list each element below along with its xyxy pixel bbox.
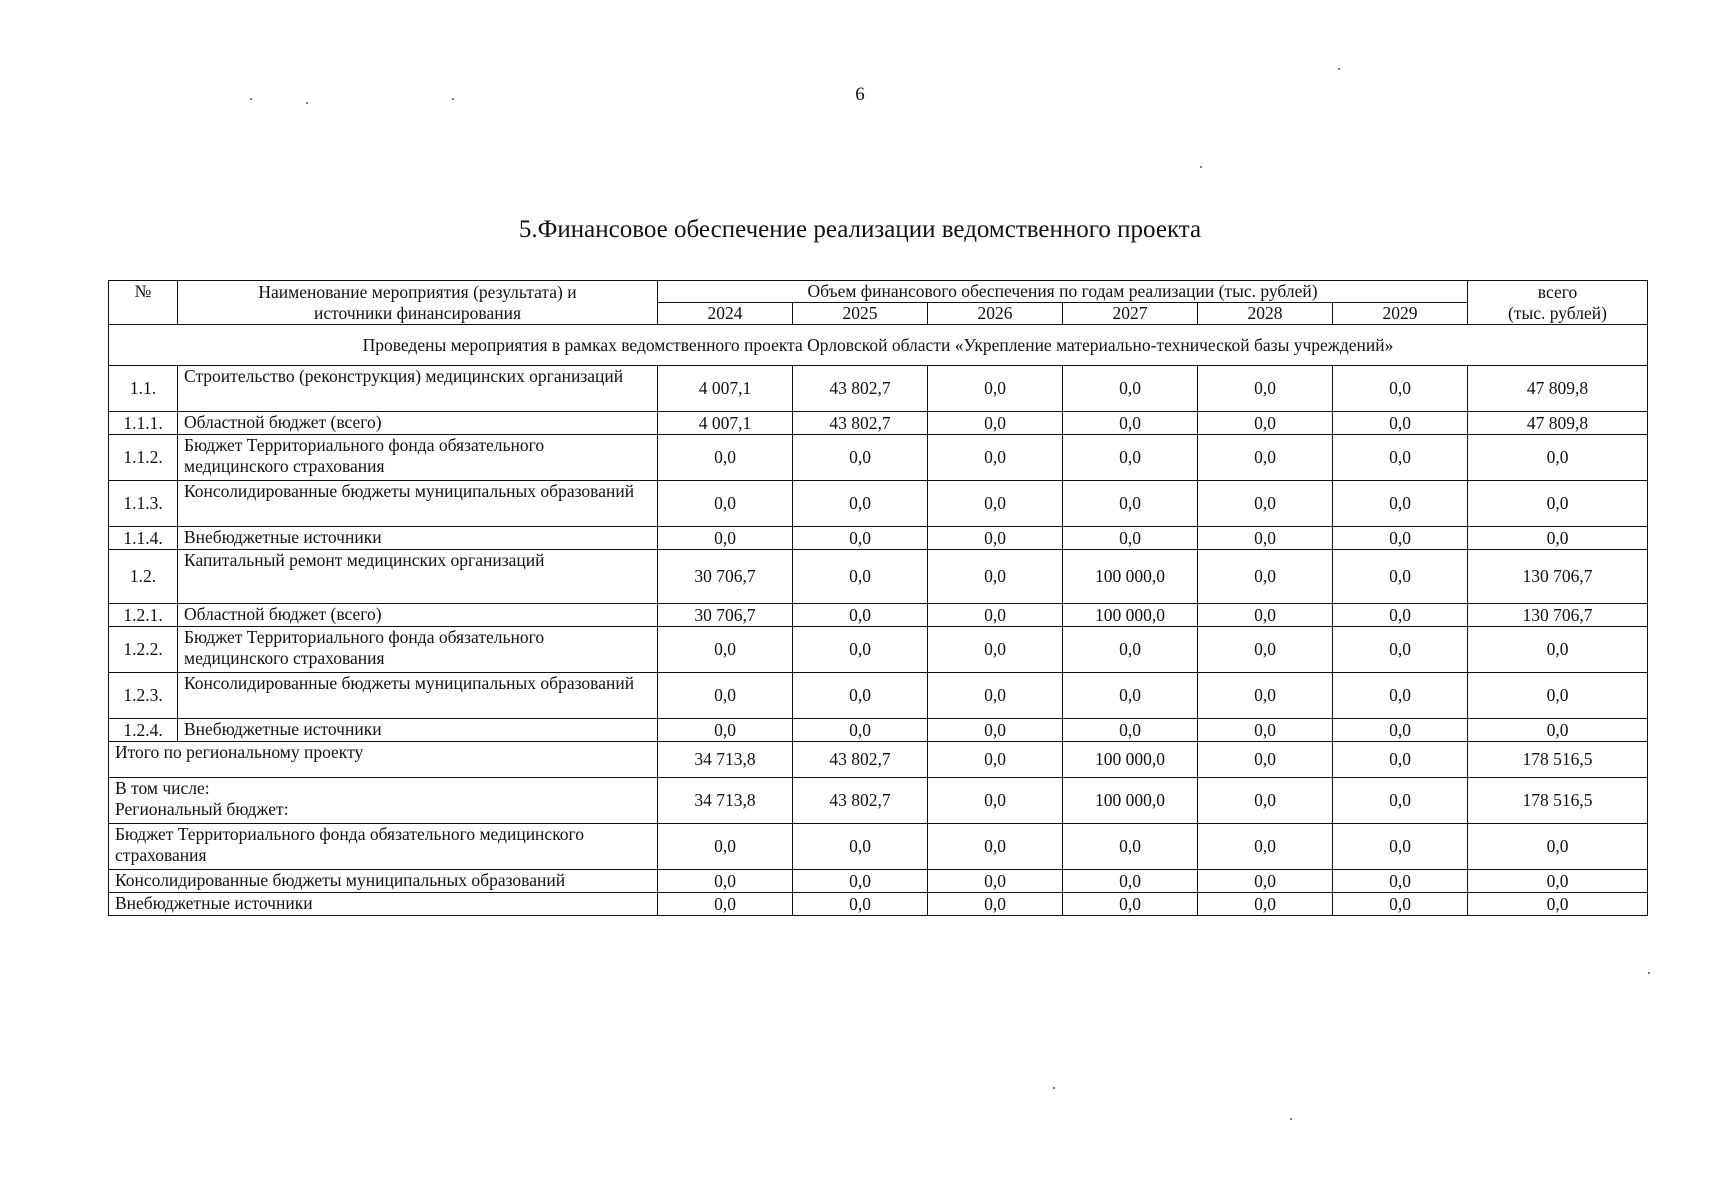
row-year-value: 0,0 [793, 627, 928, 673]
header-num: № [109, 281, 178, 325]
total-year-value: 0,0 [1333, 824, 1468, 870]
total-year-value: 0,0 [928, 893, 1063, 916]
total-year-value: 34 713,8 [658, 742, 793, 778]
total-name [109, 778, 658, 824]
row-year-value: 0,0 [1198, 366, 1333, 412]
row-year-value: 0,0 [1063, 627, 1198, 673]
total-sum-value: 178 516,5 [1468, 742, 1648, 778]
total-row [109, 893, 1648, 916]
row-year-value: 0,0 [1198, 604, 1333, 627]
row-year-value: 0,0 [1198, 673, 1333, 719]
row-year-value: 0,0 [658, 627, 793, 673]
total-year-value: 0,0 [793, 824, 928, 870]
row-year-value: 0,0 [1198, 412, 1333, 435]
row-year-value: 0,0 [928, 435, 1063, 481]
total-year-value: 0,0 [928, 824, 1063, 870]
row-year-value: 0,0 [1198, 527, 1333, 550]
row-number: 1.2.2. [109, 627, 178, 673]
row-year-value: 0,0 [793, 604, 928, 627]
table-row [109, 412, 1648, 435]
row-year-value: 4 007,1 [658, 412, 793, 435]
row-year-value: 100 000,0 [1063, 604, 1198, 627]
scan-speck [1648, 972, 1650, 974]
total-sum-value: 0,0 [1468, 893, 1648, 916]
row-year-value: 0,0 [1333, 604, 1468, 627]
scan-speck [1290, 1118, 1292, 1120]
row-year-value: 0,0 [1063, 481, 1198, 527]
row-year-value: 0,0 [1333, 481, 1468, 527]
row-year-value: 0,0 [928, 550, 1063, 604]
row-number: 1.2.3. [109, 673, 178, 719]
row-year-value: 0,0 [1333, 527, 1468, 550]
row-year-value: 0,0 [928, 366, 1063, 412]
row-number: 1.1.2. [109, 435, 178, 481]
table-row [109, 719, 1648, 742]
row-number: 1.1.4. [109, 527, 178, 550]
row-year-value: 0,0 [1333, 412, 1468, 435]
total-year-value: 0,0 [1333, 870, 1468, 893]
row-total-value: 0,0 [1468, 627, 1648, 673]
table-row [109, 481, 1648, 527]
row-year-value: 0,0 [1198, 627, 1333, 673]
row-name: Областной бюджет (всего) [178, 604, 658, 627]
row-year-value: 43 802,7 [793, 366, 928, 412]
total-year-value: 0,0 [928, 742, 1063, 778]
header-year: 2024 [658, 303, 793, 325]
row-name: Бюджет Территориального фонда обязательного медицинского страхования [178, 435, 658, 481]
row-year-value: 0,0 [658, 481, 793, 527]
total-year-value: 34 713,8 [658, 778, 793, 824]
row-year-value: 0,0 [793, 435, 928, 481]
row-year-value: 4 007,1 [658, 366, 793, 412]
header-year: 2028 [1198, 303, 1333, 325]
row-year-value: 0,0 [1198, 719, 1333, 742]
row-year-value: 0,0 [928, 527, 1063, 550]
scan-speck [1338, 68, 1340, 70]
row-year-value: 0,0 [1063, 719, 1198, 742]
row-year-value: 100 000,0 [1063, 550, 1198, 604]
header-volume: Объем финансового обеспечения по годам реализации (тыс. рублей) [658, 281, 1468, 303]
row-number: 1.2.4. [109, 719, 178, 742]
row-number: 1.2. [109, 550, 178, 604]
row-year-value: 0,0 [1063, 673, 1198, 719]
total-year-value: 0,0 [658, 824, 793, 870]
row-year-value: 0,0 [793, 527, 928, 550]
row-year-value: 0,0 [793, 719, 928, 742]
header-name [178, 281, 658, 325]
total-year-value: 0,0 [1198, 824, 1333, 870]
scan-speck [306, 102, 308, 104]
row-year-value: 0,0 [1063, 412, 1198, 435]
row-total-value: 0,0 [1468, 435, 1648, 481]
row-name: Областной бюджет (всего) [178, 412, 658, 435]
total-year-value: 100 000,0 [1063, 778, 1198, 824]
row-year-value: 0,0 [928, 412, 1063, 435]
header-year: 2029 [1333, 303, 1468, 325]
row-year-value: 0,0 [928, 719, 1063, 742]
total-row [109, 870, 1648, 893]
row-year-value: 0,0 [1333, 627, 1468, 673]
scan-speck [452, 98, 454, 100]
total-year-value: 0,0 [1333, 742, 1468, 778]
table-row [109, 366, 1648, 412]
total-name: Внебюджетные источники [109, 893, 658, 916]
header-total-line1: всего [1537, 281, 1578, 302]
row-year-value: 0,0 [1333, 673, 1468, 719]
total-name: Консолидированные бюджеты муниципальных образований [109, 870, 658, 893]
row-year-value: 0,0 [928, 627, 1063, 673]
row-year-value: 30 706,7 [658, 550, 793, 604]
row-number: 1.1.1. [109, 412, 178, 435]
header-name-line1: Наименование мероприятия (результата) и [258, 281, 577, 302]
row-year-value: 0,0 [658, 719, 793, 742]
row-number: 1.1. [109, 366, 178, 412]
row-name: Внебюджетные источники [178, 719, 658, 742]
scan-speck [250, 98, 252, 100]
row-number: 1.1.3. [109, 481, 178, 527]
table-row [109, 627, 1648, 673]
row-number: 1.2.1. [109, 604, 178, 627]
total-name: Бюджет Территориального фонда обязательного медицинского страхования [109, 824, 658, 870]
total-year-value: 0,0 [658, 870, 793, 893]
page-number: 6 [855, 84, 865, 105]
total-year-value: 43 802,7 [793, 742, 928, 778]
row-year-value: 0,0 [658, 435, 793, 481]
row-name: Консолидированные бюджеты муниципальных образований [178, 673, 658, 719]
header-year: 2027 [1063, 303, 1198, 325]
table-row [109, 527, 1648, 550]
row-name: Бюджет Территориального фонда обязательного медицинского страхования [178, 627, 658, 673]
total-year-value: 0,0 [793, 870, 928, 893]
table-row [109, 673, 1648, 719]
total-name-line1: В том числе: [115, 778, 210, 798]
financing-table [108, 280, 1648, 916]
row-total-value: 0,0 [1468, 527, 1648, 550]
total-year-value: 100 000,0 [1063, 742, 1198, 778]
total-sum-value: 178 516,5 [1468, 778, 1648, 824]
total-year-value: 0,0 [1063, 824, 1198, 870]
header-year: 2025 [793, 303, 928, 325]
row-total-value: 47 809,8 [1468, 412, 1648, 435]
document-title: 5.Финансовое обеспечение реализации ведомственного проекта [518, 216, 1202, 243]
total-year-value: 0,0 [1333, 893, 1468, 916]
row-total-value: 47 809,8 [1468, 366, 1648, 412]
row-year-value: 0,0 [658, 673, 793, 719]
row-year-value: 0,0 [1333, 435, 1468, 481]
row-name: Консолидированные бюджеты муниципальных образований [178, 481, 658, 527]
section-row [109, 325, 1648, 366]
total-year-value: 0,0 [1063, 870, 1198, 893]
row-year-value: 0,0 [1333, 366, 1468, 412]
total-row [109, 824, 1648, 870]
row-year-value: 0,0 [793, 673, 928, 719]
table-row [109, 550, 1648, 604]
total-year-value: 0,0 [793, 893, 928, 916]
total-year-value: 0,0 [1063, 893, 1198, 916]
row-year-value: 0,0 [1063, 366, 1198, 412]
row-name: Строительство (реконструкция) медицинских организаций [178, 366, 658, 412]
scan-speck [1053, 1087, 1055, 1089]
total-name: Итого по региональному проекту [109, 742, 658, 778]
total-year-value: 0,0 [1198, 742, 1333, 778]
header-total [1468, 281, 1648, 325]
section-title: Проведены мероприятия в рамках ведомственного проекта Орловской области «Укрепление материально-технической базы учреждений» [109, 325, 1648, 366]
row-year-value: 0,0 [1198, 481, 1333, 527]
row-year-value: 43 802,7 [793, 412, 928, 435]
row-year-value: 30 706,7 [658, 604, 793, 627]
row-year-value: 0,0 [1063, 435, 1198, 481]
row-year-value: 0,0 [1198, 435, 1333, 481]
row-total-value: 130 706,7 [1468, 550, 1648, 604]
row-year-value: 0,0 [793, 550, 928, 604]
row-year-value: 0,0 [928, 481, 1063, 527]
total-name-line2: Региональный бюджет: [115, 799, 289, 819]
row-total-value: 0,0 [1468, 481, 1648, 527]
total-sum-value: 0,0 [1468, 870, 1648, 893]
total-year-value: 0,0 [1198, 893, 1333, 916]
header-total-line2: (тыс. рублей) [1508, 302, 1607, 323]
total-year-value: 0,0 [928, 870, 1063, 893]
total-year-value: 0,0 [658, 893, 793, 916]
row-year-value: 0,0 [1063, 527, 1198, 550]
total-year-value: 0,0 [1333, 778, 1468, 824]
table-row [109, 435, 1648, 481]
total-row [109, 778, 1648, 824]
row-name: Внебюджетные источники [178, 527, 658, 550]
header-row-1 [109, 281, 1648, 303]
row-year-value: 0,0 [928, 673, 1063, 719]
row-year-value: 0,0 [928, 604, 1063, 627]
header-name-line2: источники финансирования [313, 302, 522, 323]
row-total-value: 130 706,7 [1468, 604, 1648, 627]
total-sum-value: 0,0 [1468, 824, 1648, 870]
header-year: 2026 [928, 303, 1063, 325]
row-name: Капитальный ремонт медицинских организаций [178, 550, 658, 604]
row-year-value: 0,0 [658, 527, 793, 550]
scan-speck [1200, 166, 1202, 168]
total-year-value: 0,0 [928, 778, 1063, 824]
row-total-value: 0,0 [1468, 719, 1648, 742]
row-year-value: 0,0 [1198, 550, 1333, 604]
table-row [109, 604, 1648, 627]
row-year-value: 0,0 [1333, 719, 1468, 742]
total-row [109, 742, 1648, 778]
total-year-value: 0,0 [1198, 778, 1333, 824]
row-year-value: 0,0 [1333, 550, 1468, 604]
total-year-value: 43 802,7 [793, 778, 928, 824]
row-total-value: 0,0 [1468, 673, 1648, 719]
total-year-value: 0,0 [1198, 870, 1333, 893]
row-year-value: 0,0 [793, 481, 928, 527]
